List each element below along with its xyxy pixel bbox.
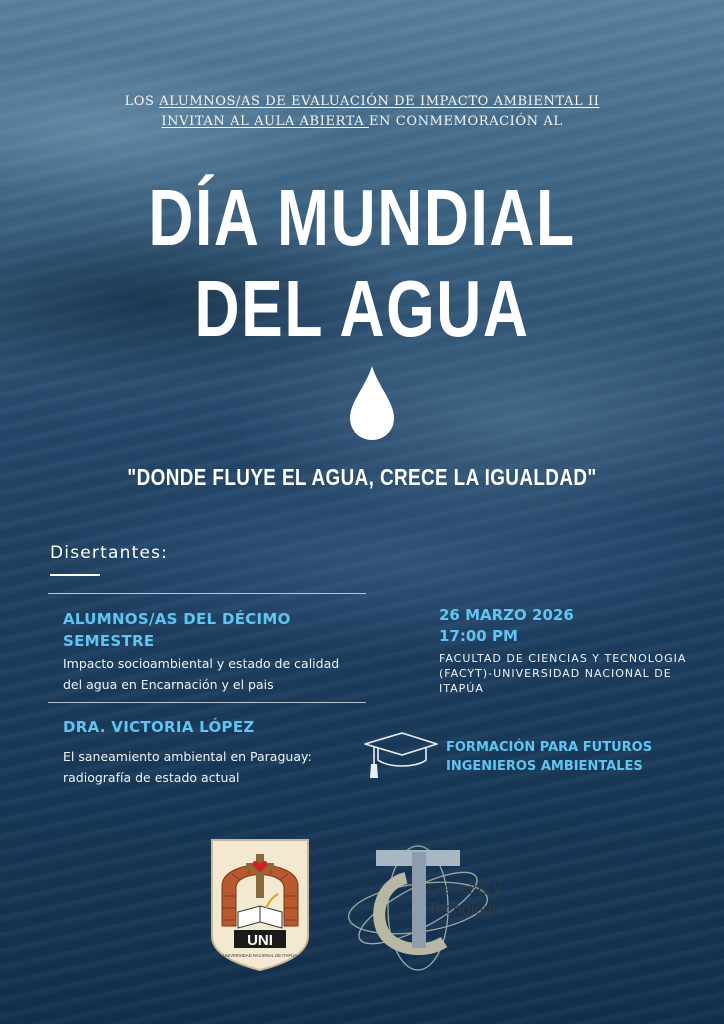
invitation-line-1 [0,94,724,109]
header-invite: INVITAN AL AULA ABIERTA [161,114,369,129]
uni-logo [208,836,312,972]
water-drop-icon [348,364,396,442]
event-place-line-3: ITAPÚA [439,682,484,695]
header-suffix: EN CONMEMORACIÓN AL [368,114,563,129]
graduation-cap-icon [362,730,440,782]
facyt-line-1: Ciencias y [428,881,502,898]
heading-underline [50,574,100,576]
speakers-heading: Disertantes: [50,543,169,563]
header-course: ALUMNOS/AS DE EVALUACIÓN DE IMPACTO AMBIENTAL II [159,94,600,109]
event-time: 17:00 PM [439,627,518,645]
speaker-2-topic-line-1: El saneamiento ambiental en Paraguay: [63,749,312,764]
title-line-1: DÍA MUNDIAL [148,173,576,262]
speaker-2 [63,716,363,788]
event-info [439,605,701,696]
speaker-1-name-line-2: SEMESTRE [63,632,155,650]
slogan: "DONDE FLUYE EL AGUA, CRECE LA IGUALDAD" [127,464,597,490]
formacion [446,738,706,776]
speaker-1-topic-line-1: Impacto socioambiental y estado de calidad [63,656,340,671]
formacion-line-1: FORMACIÓN PARA FUTUROS [446,740,653,755]
speaker-1 [63,608,363,695]
event-place-line-2: (FACYT)-UNIVERSIDAD NACIONAL DE [439,667,672,680]
speaker-2-name: DRA. VICTORIA LÓPEZ [63,718,255,736]
title-line-2: DEL AGUA [194,264,530,353]
divider [48,702,366,703]
formacion-line-2: INGENIEROS AMBIENTALES [446,759,643,774]
divider [48,593,366,594]
event-place-line-1: FACULTAD DE CIENCIAS Y TECNOLOGIA [439,652,687,665]
invitation-line-2 [0,114,724,129]
facyt-line-2: Tecnología [428,901,506,918]
facyt-text [428,880,538,920]
speaker-1-name-line-1: ALUMNOS/AS DEL DÉCIMO [63,610,291,628]
event-date: 26 MARZO 2026 [439,606,574,624]
speaker-2-topic-line-2: radiografía de estado actual [63,770,240,785]
header-prefix: LOS [124,94,160,109]
uni-badge-text: UNI [247,932,273,949]
speaker-1-topic-line-2: del agua en Encarnación y el pais [63,677,274,692]
uni-name: UNIVERSIDAD NACIONAL DE ITAPÚA [223,953,297,958]
